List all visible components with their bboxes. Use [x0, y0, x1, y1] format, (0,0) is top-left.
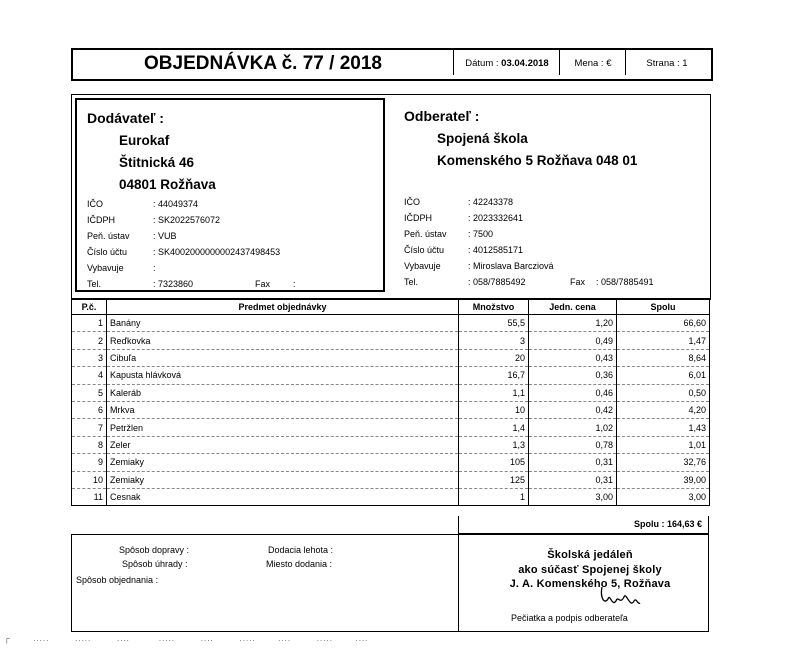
table-row	[72, 436, 710, 453]
row-item: Zemiaky	[107, 471, 459, 488]
col-header-quantity: Množstvo	[459, 299, 529, 315]
row-quantity: 20	[459, 349, 529, 366]
row-item: Kapusta hlávková	[107, 367, 459, 384]
customer-name: Spojená škola	[437, 131, 528, 146]
delivery-place-label: Miesto dodania :	[266, 559, 333, 569]
row-total: 39,00	[617, 471, 710, 488]
footer-divider	[458, 535, 459, 631]
table-row	[72, 488, 710, 505]
row-quantity: 1,3	[459, 436, 529, 453]
table-row	[72, 384, 710, 401]
row-total: 0,50	[617, 384, 710, 401]
row-unit-price: 0,31	[529, 454, 617, 471]
row-number: 4	[72, 367, 107, 384]
stamp-line-1: Školská jedáleň	[547, 549, 633, 561]
supplier-city: 04801 Rožňava	[119, 177, 216, 192]
row-total: 1,47	[617, 332, 710, 349]
col-header-unit-price: Jedn. cena	[529, 299, 617, 315]
row-quantity: 1	[459, 488, 529, 505]
row-total: 3,00	[617, 488, 710, 505]
row-unit-price: 0,78	[529, 436, 617, 453]
customer-heading: Odberateľ :	[404, 108, 480, 124]
col-header-total: Spolu	[617, 299, 710, 315]
currency-cell: Mena : €	[559, 50, 626, 75]
table-row	[72, 349, 710, 366]
row-total: 8,64	[617, 349, 710, 366]
row-item: Zeler	[107, 436, 459, 453]
row-quantity: 1,4	[459, 419, 529, 436]
row-number: 3	[72, 349, 107, 366]
row-item: Kaleráb	[107, 384, 459, 401]
date-cell	[453, 50, 560, 75]
row-quantity: 55,5	[459, 315, 529, 332]
row-number: 11	[72, 488, 107, 505]
row-total: 6,01	[617, 367, 710, 384]
supplier-name: Eurokaf	[119, 133, 170, 148]
row-number: 9	[72, 454, 107, 471]
row-item: Mrkva	[107, 401, 459, 418]
table-row	[72, 315, 710, 332]
row-quantity: 125	[459, 471, 529, 488]
table-row	[72, 332, 710, 349]
date-label: Dátum :	[465, 58, 502, 69]
row-total: 1,43	[617, 419, 710, 436]
ordering-label: Spôsob objednania :	[76, 575, 159, 585]
row-unit-price: 1,20	[529, 315, 617, 332]
row-number: 6	[72, 401, 107, 418]
footer-section	[71, 534, 709, 632]
row-quantity: 1,1	[459, 384, 529, 401]
table-row	[72, 471, 710, 488]
col-header-number: P.č.	[72, 299, 107, 315]
signature-label: Pečiatka a podpis odberateľa	[511, 613, 628, 623]
page-cell: Strana : 1	[625, 50, 708, 75]
row-unit-price: 3,00	[529, 488, 617, 505]
row-item: Petržlen	[107, 419, 459, 436]
row-unit-price: 0,43	[529, 349, 617, 366]
table-row	[72, 367, 710, 384]
row-item: Zemiaky	[107, 454, 459, 471]
row-quantity: 16,7	[459, 367, 529, 384]
row-number: 8	[72, 436, 107, 453]
row-total: 32,76	[617, 454, 710, 471]
row-item: Banány	[107, 315, 459, 332]
table-row	[72, 454, 710, 471]
row-number: 7	[72, 419, 107, 436]
date-value: 03.04.2018	[501, 58, 549, 69]
row-quantity: 3	[459, 332, 529, 349]
row-item: Cibuľa	[107, 349, 459, 366]
stamp-line-3: J. A. Komenského 5, Rožňava	[509, 578, 671, 590]
items-table	[71, 298, 710, 506]
table-row	[72, 401, 710, 418]
row-item: Cesnak	[107, 488, 459, 505]
row-unit-price: 0,49	[529, 332, 617, 349]
order-header	[71, 48, 713, 81]
row-unit-price: 0,46	[529, 384, 617, 401]
row-total: 4,20	[617, 401, 710, 418]
row-quantity: 105	[459, 454, 529, 471]
payment-label: Spôsob úhrady :	[122, 559, 188, 569]
row-unit-price: 1,02	[529, 419, 617, 436]
row-number: 10	[72, 471, 107, 488]
stamp-line-2: ako súčasť Spojenej školy	[518, 564, 662, 576]
customer-street: Komenského 5 Rožňava 048 01	[437, 153, 638, 168]
signature	[596, 583, 642, 613]
supplier-box: Dodávateľ : Eurokaf Štitnická 46 04801 Rožňava IČO : 44049374 IČDPH : SK2022576072 Peň. ústav : VUB Číslo účtu : SK4002000000002437498453 Vybavuje : Tel. : 7323860 Fax :	[75, 98, 385, 292]
row-number: 5	[72, 384, 107, 401]
row-number: 1	[72, 315, 107, 332]
col-header-item: Predmet objednávky	[107, 299, 459, 315]
row-item: Reďkovka	[107, 332, 459, 349]
transport-label: Spôsob dopravy :	[119, 545, 190, 555]
delivery-time-label: Dodacia lehota :	[268, 545, 334, 555]
row-quantity: 10	[459, 401, 529, 418]
row-number: 2	[72, 332, 107, 349]
order-title: OBJEDNÁVKA č. 77 / 2018	[144, 53, 382, 74]
supplier-heading: Dodávateľ :	[87, 110, 164, 126]
grand-total: Spolu : 164,63 €	[458, 516, 709, 534]
supplier-street: Štitnická 46	[119, 155, 195, 170]
row-unit-price: 0,42	[529, 401, 617, 418]
table-header-row	[72, 299, 710, 315]
row-total: 66,60	[617, 315, 710, 332]
scan-marks: ┌ ..... ..... .... ..... .... ..... .... ..... ....	[4, 634, 369, 643]
row-total: 1,01	[617, 436, 710, 453]
row-unit-price: 0,31	[529, 471, 617, 488]
table-row	[72, 419, 710, 436]
parties-section: Dodávateľ : Eurokaf Štitnická 46 04801 Rožňava IČO : 44049374 IČDPH : SK2022576072 Peň. ústav : VUB Číslo účtu : SK4002000000002437498453 Vybavuje : Tel. : 7323860 Fax : Odberateľ : Spojená škola Komenského 5 Rožňava 048 01 IČO : 42243378 IČDPH : 2023332641 Peň. ústav : 7500 Číslo účtu : 4012585171 Vybavuje : Miroslava Barcziová Tel. : 058/7885492 Fax : 058/7885491	[71, 94, 711, 300]
row-unit-price: 0,36	[529, 367, 617, 384]
